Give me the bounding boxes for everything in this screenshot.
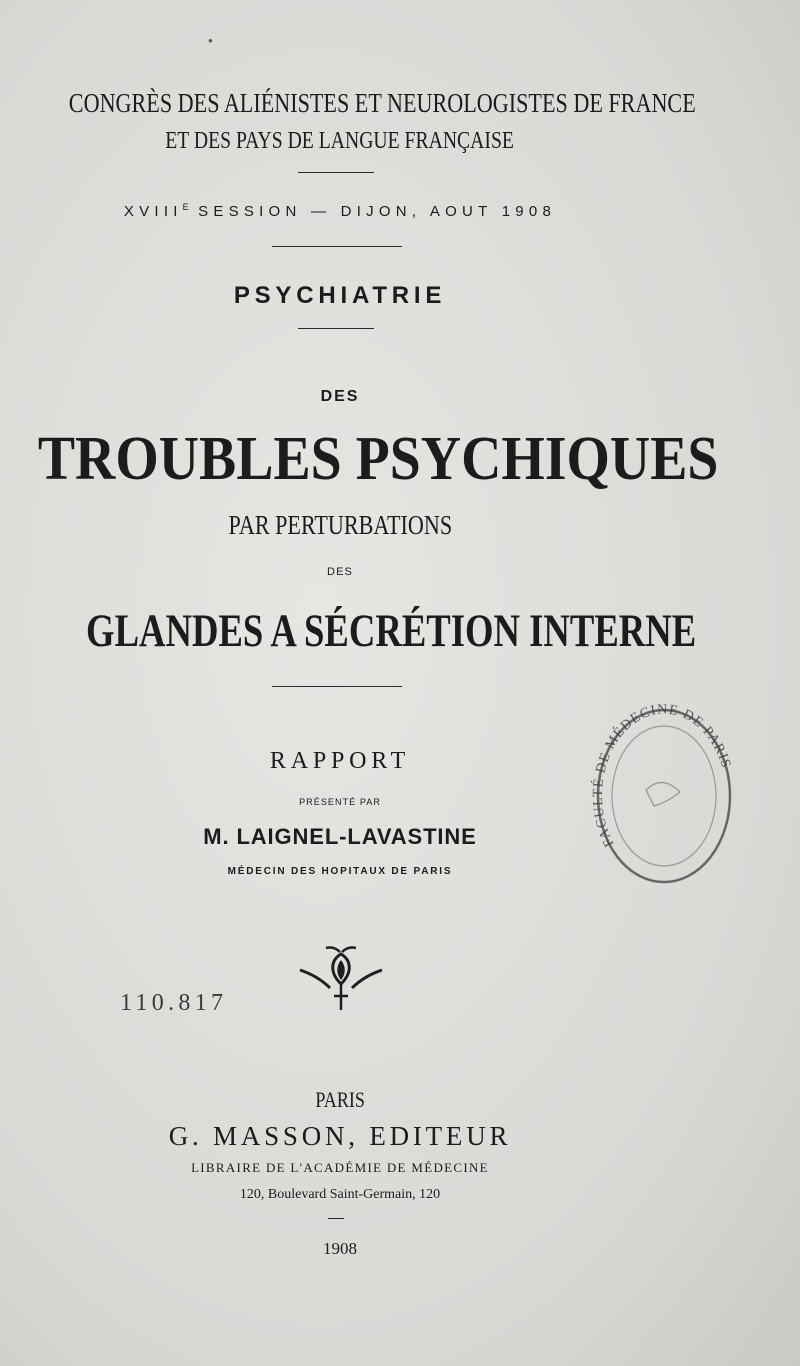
congress-title [0, 88, 696, 119]
publisher-name: G. MASSON, EDITEUR [168, 1121, 512, 1151]
report-label: RAPPORT [269, 748, 411, 774]
session-ordinal: XVIII [123, 203, 183, 220]
divider-2 [272, 246, 402, 247]
author-affiliation: MÉDECIN DES HOPITAUX DE PARIS [227, 866, 453, 877]
session-superscript: E [182, 202, 189, 212]
title-par-text: PAR PERTURBATIONS [228, 510, 452, 540]
divider-1 [298, 172, 374, 173]
imprint-city-text: PARIS [315, 1087, 365, 1112]
imprint-city [0, 1087, 680, 1113]
shelfmark-number: 110.817 [120, 990, 228, 1016]
publisher-affiliation: LIBRAIRE DE L'ACADÉMIE DE MÉDECINE [191, 1160, 489, 1175]
congress-subtitle [0, 128, 680, 155]
publisher-address: 120, Boulevard Saint-Germain, 120 [239, 1187, 441, 1202]
library-stamp [584, 694, 744, 894]
divider-5 [328, 1218, 344, 1219]
glandes-title [0, 604, 697, 658]
congress-title-line2: ET DES PAYS DE LANGUE FRANÇAISE [165, 128, 515, 154]
stamp-text: FACULTÉ DE MÉDECINE DE PARIS [590, 702, 734, 850]
svg-text:FACULTÉ DE MÉDECINE DE PARIS [589, 702, 733, 849]
author-name: M. LAIGNEL-LAVASTINE [203, 824, 477, 849]
section-label: PSYCHIATRIE [233, 282, 447, 309]
printing-mark: ● [208, 36, 213, 45]
section-title [0, 282, 680, 310]
session-details: SESSION — DIJON, AOUT 1908 [198, 203, 557, 220]
title-par [0, 510, 680, 541]
title-des-1: DES [320, 388, 360, 405]
presented-by: PRÉSENTÉ PAR [299, 797, 381, 807]
session-line [0, 202, 680, 220]
main-title-text: TROUBLES PSYCHIQUES [37, 425, 719, 493]
publication-year: 1908 [323, 1239, 357, 1258]
title-des-2: DES [327, 566, 353, 578]
divider-3 [298, 328, 374, 329]
glandes-title-text: GLANDES A SÉCRÉTION INTERNE [86, 605, 697, 657]
main-title [0, 424, 719, 495]
congress-title-line1: CONGRÈS DES ALIÉNISTES ET NEUROLOGISTES DE FRANCE [68, 88, 696, 118]
publisher-emblem-icon [296, 944, 386, 1016]
divider-4 [272, 686, 402, 687]
